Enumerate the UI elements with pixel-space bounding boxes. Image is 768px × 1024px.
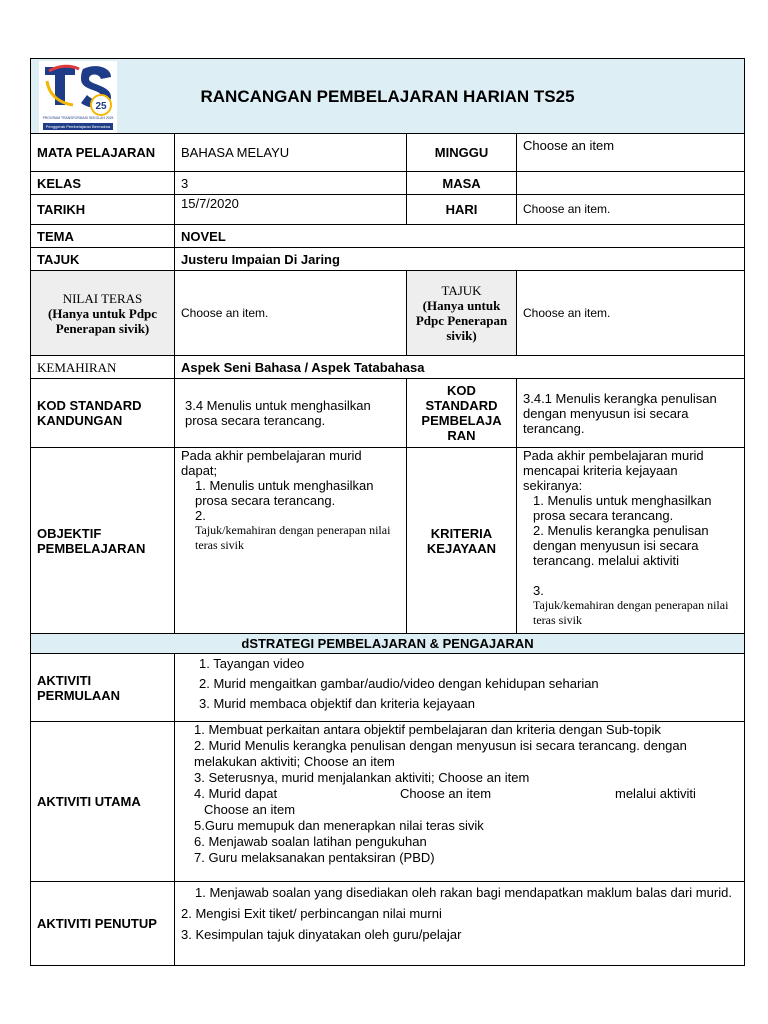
hari-label: HARI: [407, 195, 517, 225]
aktiviti-utama-cell[interactable]: [175, 722, 745, 882]
kriteria-item-3-num: 3.: [533, 583, 544, 598]
hari-dropdown[interactable]: Choose an item.: [517, 195, 745, 225]
aktiviti-permulaan-cell[interactable]: [175, 654, 745, 722]
tajuk-sivik-label: TAJUK: [441, 283, 482, 298]
svg-text:25: 25: [95, 101, 107, 112]
lesson-plan-sheet: [30, 58, 744, 966]
kemahiran-label: KEMAHIRAN: [31, 356, 175, 379]
ts25-logo: [39, 61, 117, 133]
kriteria-item-1: 1. Menulis untuk menghasilkan prosa secara terancang.: [533, 493, 712, 523]
utama-item-4: 4. Murid dapat: [194, 786, 278, 801]
nilai-teras-dropdown[interactable]: Choose an item.: [175, 271, 407, 356]
kriteria-intro: Pada akhir pembelajaran murid mencapai kriteria kejayaan sekiranya:: [523, 448, 704, 493]
svg-text:Penggerak Pembelajaran Bermakn: Penggerak Pembelajaran Bermakna: [45, 124, 111, 130]
aktiviti-utama-label: AKTIVITI UTAMA: [31, 722, 175, 882]
utama-item-4-suffix: melalui aktiviti: [615, 786, 696, 801]
kriteria-item-3: Tajuk/kemahiran dengan penerapan nilai teras sivik: [533, 598, 729, 627]
utama-item-4-activity-dropdown[interactable]: Choose an item: [204, 802, 296, 817]
kriteria-kejayaan-label: KRITERIA KEJAYAAN: [407, 448, 517, 634]
permulaan-item-1: 1. Tayangan video: [199, 656, 305, 671]
kod-standard-pembelajaran-value[interactable]: 3.4.1 Menulis kerangka penulisan dengan menyusun isi secara terancang.: [517, 379, 745, 448]
utama-item-4-dropdown[interactable]: Choose an item: [400, 786, 492, 801]
tajuk-label: TAJUK: [31, 248, 175, 271]
penutup-item-3: 3. Kesimpulan tajuk dinyatakan oleh guru/pelajar: [181, 927, 462, 942]
masa-value[interactable]: [517, 172, 745, 195]
svg-text:PROGRAM TRANSFORMASI SEKOLAH 2: PROGRAM TRANSFORMASI SEKOLAH 2025: [42, 116, 114, 120]
page-title: RANCANGAN PEMBELAJARAN HARIAN TS25: [200, 86, 575, 106]
aktiviti-penutup-label: AKTIVITI PENUTUP: [31, 882, 175, 966]
objektif-item-1: 1. Menulis untuk menghasilkan prosa secara terancang.: [195, 478, 374, 508]
tajuk-value[interactable]: Justeru Impaian Di Jaring: [175, 248, 745, 271]
permulaan-item-2: 2. Murid mengaitkan gambar/audio/video dengan kehidupan seharian: [199, 676, 599, 691]
tajuk-sivik-label-cell: [407, 271, 517, 356]
tajuk-sivik-note: (Hanya untuk Pdpc Penerapan sivik): [415, 298, 508, 343]
penutup-item-2: 2. Mengisi Exit tiket/ perbincangan nilai murni: [181, 906, 442, 921]
nilai-teras-label: NILAI TERAS: [62, 290, 143, 306]
kod-standard-pembelajaran-label: KOD STANDARD PEMBELAJA RAN: [407, 379, 517, 448]
permulaan-item-3: 3. Murid membaca objektif dan kriteria kejayaan: [199, 696, 476, 711]
tarikh-label: TARIKH: [31, 195, 175, 225]
objektif-intro: Pada akhir pembelajaran murid dapat;: [181, 448, 362, 478]
kriteria-item-2: 2. Menulis kerangka penulisan dengan menyusun isi secara terancang. melalui aktiviti: [533, 523, 709, 568]
minggu-label: MINGGU: [407, 134, 517, 172]
mata-pelajaran-value[interactable]: BAHASA MELAYU: [175, 134, 407, 172]
strategi-heading: dSTRATEGI PEMBELAJARAN & PENGAJARAN: [31, 634, 745, 654]
utama-item-2: 2. Murid Menulis kerangka penulisan dengan menyusun isi secara terancang. dengan melakukan aktiviti; Choose an item: [194, 738, 687, 769]
aktiviti-permulaan-label: AKTIVITI PERMULAAN: [31, 654, 175, 722]
tarikh-value[interactable]: 15/7/2020: [175, 195, 407, 225]
kemahiran-value[interactable]: Aspek Seni Bahasa / Aspek Tatabahasa: [175, 356, 745, 379]
utama-item-6: 6. Menjawab soalan latihan pengukuhan: [194, 834, 427, 849]
minggu-dropdown[interactable]: Choose an item: [517, 134, 745, 172]
objektif-item-2-num: 2.: [195, 508, 206, 523]
kod-standard-kandungan-label: KOD STANDARD KANDUNGAN: [31, 379, 175, 448]
aktiviti-penutup-cell[interactable]: [175, 882, 745, 966]
penutup-item-1: 1. Menjawab soalan yang disediakan oleh rakan bagi mendapatkan maklum balas dari murid.: [195, 885, 732, 900]
tajuk-sivik-dropdown[interactable]: Choose an item.: [517, 271, 745, 356]
kod-standard-kandungan-value[interactable]: 3.4 Menulis untuk menghasilkan prosa secara terancang.: [175, 379, 407, 448]
tema-value[interactable]: NOVEL: [175, 225, 745, 248]
masa-label: MASA: [407, 172, 517, 195]
utama-item-3: 3. Seterusnya, murid menjalankan aktiviti; Choose an item: [194, 770, 530, 785]
utama-item-4-row: [194, 786, 738, 802]
nilai-teras-note: (Hanya untuk Pdpc Penerapan sivik): [47, 305, 158, 336]
lesson-plan-table: [30, 58, 745, 966]
kelas-value[interactable]: 3: [175, 172, 407, 195]
utama-item-7: 7. Guru melaksanakan pentaksiran (PBD): [194, 850, 435, 865]
utama-item-5: 5.Guru memupuk dan menerapkan nilai teras sivik: [194, 818, 484, 833]
objektif-item-2: Tajuk/kemahiran dengan penerapan nilai teras sivik: [195, 523, 391, 552]
tema-label: TEMA: [31, 225, 175, 248]
utama-item-1: 1. Membuat perkaitan antara objektif pembelajaran dan kriteria dengan Sub-topik: [194, 722, 661, 737]
kriteria-cell[interactable]: [517, 448, 745, 634]
nilai-teras-label-cell: [31, 271, 175, 356]
header-row: [31, 59, 745, 134]
mata-pelajaran-label: MATA PELAJARAN: [31, 134, 175, 172]
objektif-label: OBJEKTIF PEMBELAJARAN: [31, 448, 175, 634]
objektif-cell[interactable]: [175, 448, 407, 634]
kelas-label: KELAS: [31, 172, 175, 195]
